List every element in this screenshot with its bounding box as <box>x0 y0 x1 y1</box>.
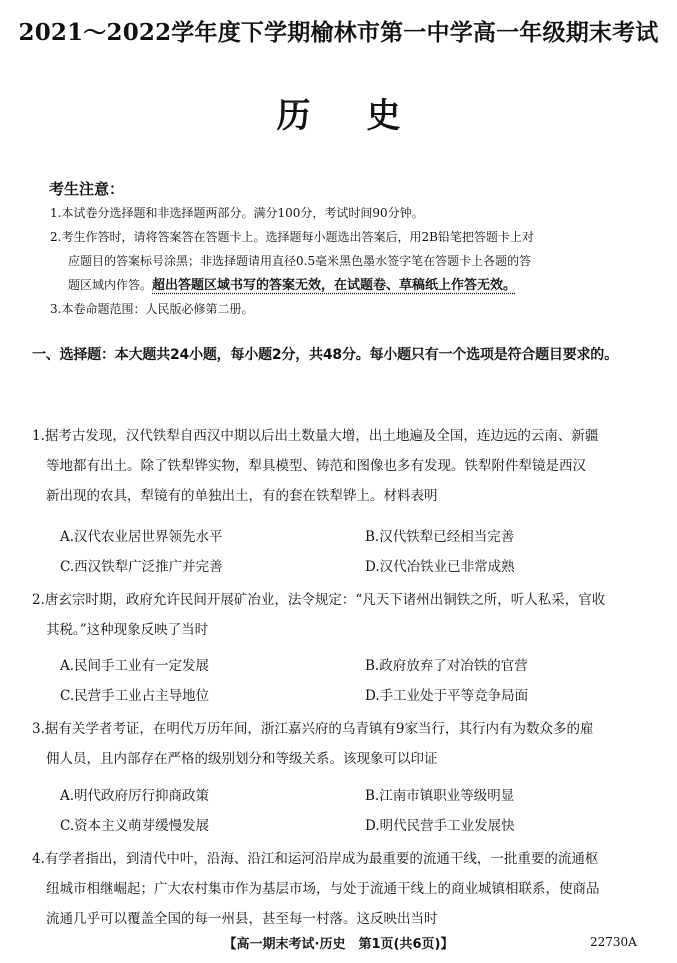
question-4-line-1: 4.有学者指出，到清代中叶，沿海、沿江和运河沿岸成为最重要的流通干线，一批重要的流通枢 <box>32 851 599 867</box>
question-3-option-d: D.明代民营手工业发展快 <box>365 818 515 834</box>
notice-item-2-text: 题区域内作答。 <box>68 278 153 292</box>
section-heading: 一、选择题：本大题共24小题，每小题2分，共48分。每小题只有一个选项是符合题目要求的。 <box>32 347 618 363</box>
notice-item-3: 3.本卷命题范围：人民版必修第二册。 <box>50 302 254 316</box>
question-2-option-d: D.手工业处于平等竞争局面 <box>365 688 529 704</box>
question-4-line-2: 纽城市相继崛起；广大农村集市作为基层市场，与处于流通干线上的商业城镇相联系，使商品 <box>46 881 600 897</box>
question-2-line-2: 其税。”这种现象反映了当时 <box>46 622 209 638</box>
question-1-option-d: D.汉代冶铁业已非常成熟 <box>365 559 515 575</box>
notice-heading: 考生注意： <box>49 180 125 198</box>
paper-code: 22730A <box>590 935 637 949</box>
question-2-option-c: C.民营手工业占主导地位 <box>60 688 210 704</box>
question-3-option-b: B.江南市镇职业等级明显 <box>365 788 515 804</box>
exam-title: 2021～2022学年度下学期榆林市第一中学高一年级期末考试 <box>18 19 659 46</box>
question-2-option-a: A.民间手工业有一定发展 <box>60 658 210 674</box>
question-4-line-3: 流通几乎可以覆盖全国的每一州县，甚至每一村落。这反映出当时 <box>46 911 438 927</box>
question-3-line-1: 3.据有关学者考证，在明代万历年间，浙江嘉兴府的乌青镇有9家当行，其行内有为数众多的雇 <box>32 721 594 737</box>
question-1-option-a: A.汉代农业居世界领先水平 <box>60 529 223 545</box>
notice-item-2-line-1: 2.考生作答时，请将答案答在答题卡上。选择题每小题选出答案后，用2B铅笔把答题卡上对 <box>50 230 534 244</box>
notice-emphasis: 超出答题区域书写的答案无效，在试题卷、草稿纸上作答无效。 <box>152 278 517 293</box>
notice-item-2-line-3 <box>68 273 638 298</box>
notice-item-2-line-2: 应题目的答案标号涂黑；非选择题请用直径0.5毫米黑色墨水签字笔在答题卡上各题的答 <box>68 254 532 268</box>
question-3-line-2: 佣人员，且内部存在严格的级别划分和等级关系。该现象可以印证 <box>46 751 438 767</box>
question-2-line-1: 2.唐玄宗时期，政府允许民间开展矿冶业，法令规定：“凡天下诸州出铜铁之所，听人私采，官收 <box>32 592 606 608</box>
question-1-option-b: B.汉代铁犁已经相当完善 <box>365 529 515 545</box>
question-1-line-2: 等地都有出土。除了铁犁铧实物，犁具模型、铸范和图像也多有发现。铁犁附件犁镜是西汉 <box>46 458 586 474</box>
subject-title: 历史 <box>276 96 457 136</box>
question-1-line-3: 新出现的农具，犁镜有的单独出土，有的套在铁犁铧上。材料表明 <box>46 488 438 504</box>
question-2-option-b: B.政府放弃了对冶铁的官营 <box>365 658 528 674</box>
page-footer: 【高一期末考试·历史 第1页(共6页)】 <box>223 937 454 952</box>
notice-item-1: 1.本试卷分选择题和非选择题两部分。满分100分，考试时间90分钟。 <box>50 206 424 220</box>
question-1-option-c: C.西汉铁犁广泛推广并完善 <box>60 559 223 575</box>
question-1-line-1: 1.据考古发现，汉代铁犁自西汉中期以后出土数量大增，出土地遍及全国，连边远的云南、新疆 <box>32 428 599 444</box>
question-3-option-c: C.资本主义萌芽缓慢发展 <box>60 818 210 834</box>
question-3-option-a: A.明代政府厉行抑商政策 <box>60 788 210 804</box>
